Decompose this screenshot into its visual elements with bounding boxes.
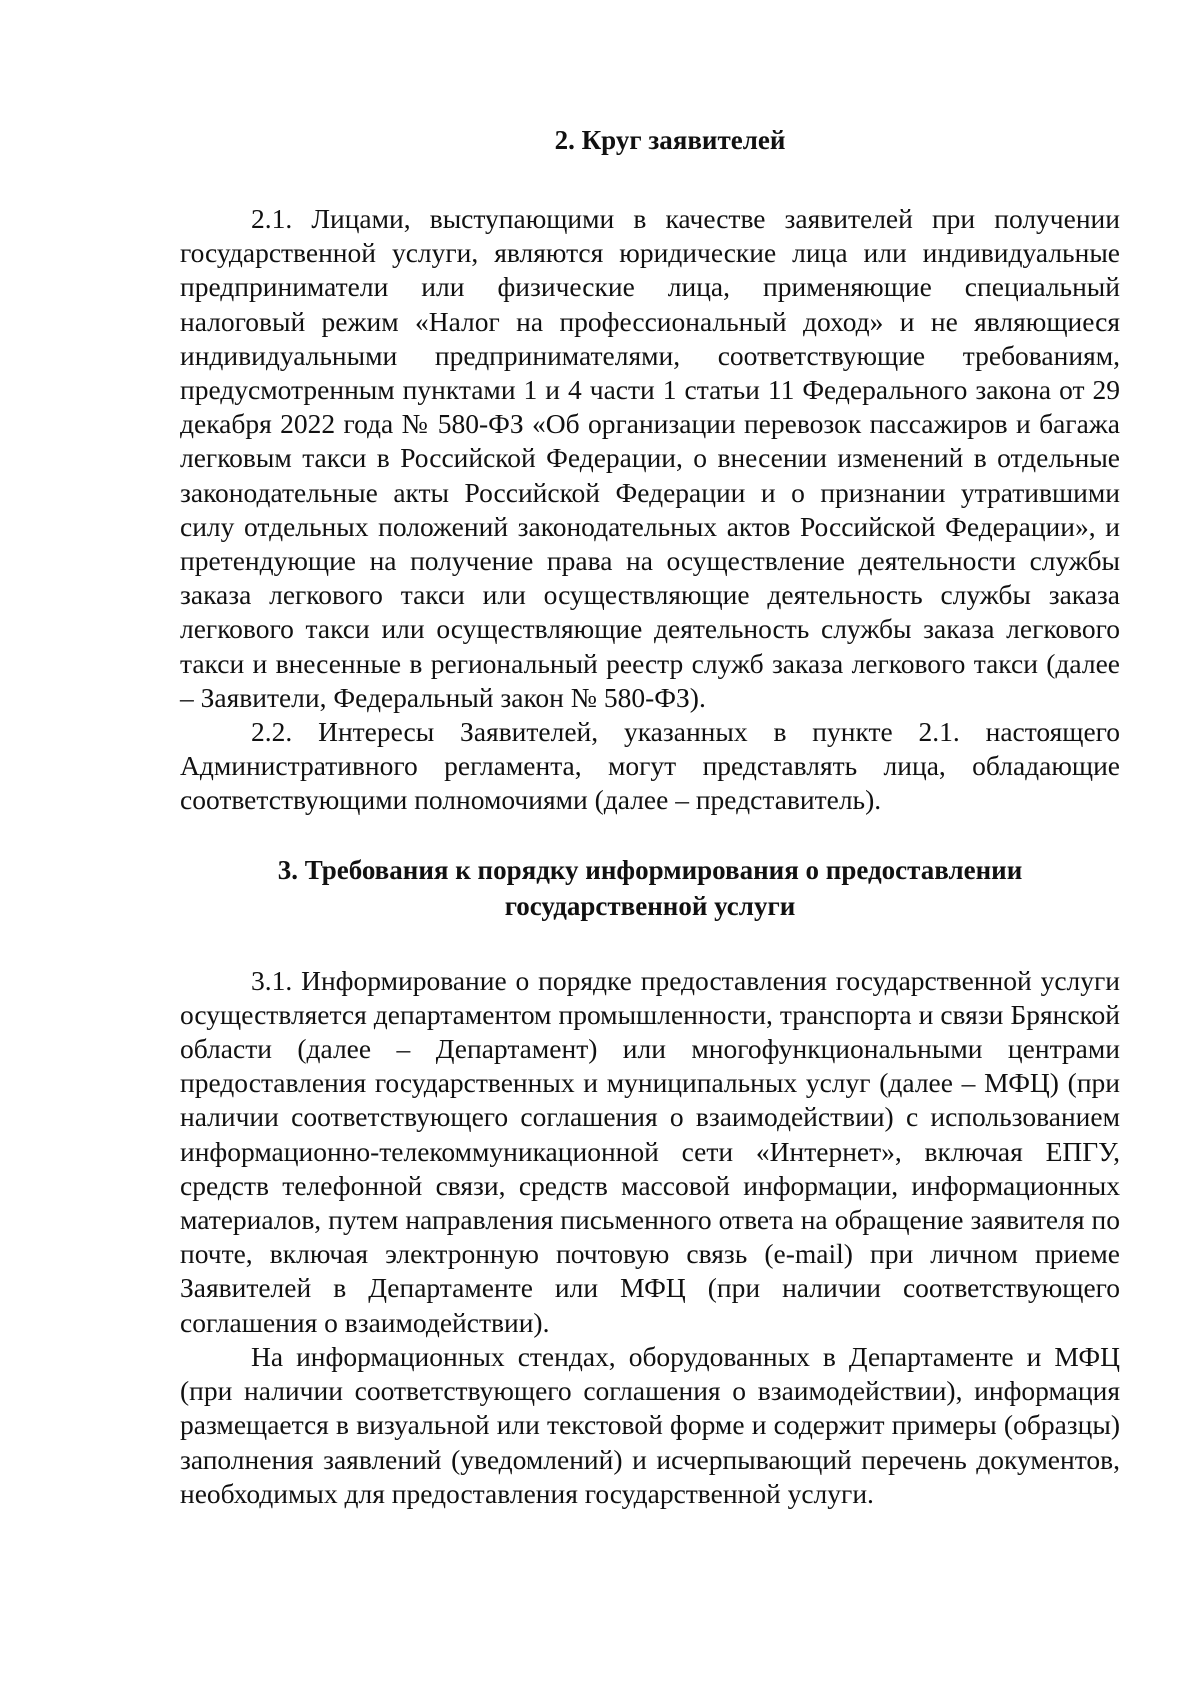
document-body [180,122,1120,1511]
paragraph-2-1: 2.1. Лицами, выступающими в качестве заявителей при получении государственной услуги, являются юридические лица или индивидуальные предприниматели или физические лица, применяющие специальный налоговый режим «Налог на профессиональный доход» и не являющиеся индивидуальными предпринимателями, соответствующие требованиям, предусмотренным пунктами 1 и 4 части 1 статьи 11 Федерального закона от 29 декабря 2022 года № 580-ФЗ «Об организации перевозок пассажиров и багажа легковым такси в Российской Федерации, о внесении изменений в отдельные законодательные акты Российской Федерации и о признании утратившими силу отдельных положений законодательных актов Российской Федерации», и претендующие на получение права на осуществление деятельности службы заказа легкового такси или осуществляющие деятельность службы заказа легкового такси или осуществляющие деятельность службы заказа легкового такси и внесенные в региональный реестр служб заказа легкового такси (далее – Заявители, Федеральный закон № 580-ФЗ). [180,203,1120,713]
section-3-heading-line-2: государственной услуги [504,890,796,921]
section-3-heading-line-1: 3. Требования к порядку информирования о предоставлении [277,854,1023,885]
paragraph-2-2: 2.2. Интересы Заявителей, указанных в пункте 2.1. настоящего Административного регламента, могут представлять лица, обладающие соответствующими полномочиями (далее – представитель). [180,716,1120,816]
section-2-heading: 2. Круг заявителей [554,125,786,155]
paragraph-3-info-stands: На информационных стендах, оборудованных в Департаменте и МФЦ (при наличии соответствующего соглашения о взаимодействии), информация размещается в визуальной или текстовой форме и содержит примеры (образцы) заполнения заявлений (уведомлений) и исчерпывающий перечень документов, необходимых для предоставления государственной услуги. [180,1340,1120,1509]
section-3-heading [180,852,1120,924]
paragraph-3-1: 3.1. Информирование о порядке предоставления государственной услуги осуществляется департаментом промышленности, транспорта и связи Брянской области (далее – Департамент) или многофункциональными центрами предоставления государственных и муниципальных услуг (далее – МФЦ) (при наличии соответствующего соглашения о взаимодействии) с использованием информационно-телекоммуникационной сети «Интернет», включая ЕПГУ, средств телефонной связи, средств массовой информации, информационных материалов, путем направления письменного ответа на обращение заявителя по почте, включая электронную почтовую связь (e-mail) при личном приеме Заявителей в Департаменте или МФЦ (при наличии соответствующего соглашения о взаимодействии). [180,964,1120,1338]
